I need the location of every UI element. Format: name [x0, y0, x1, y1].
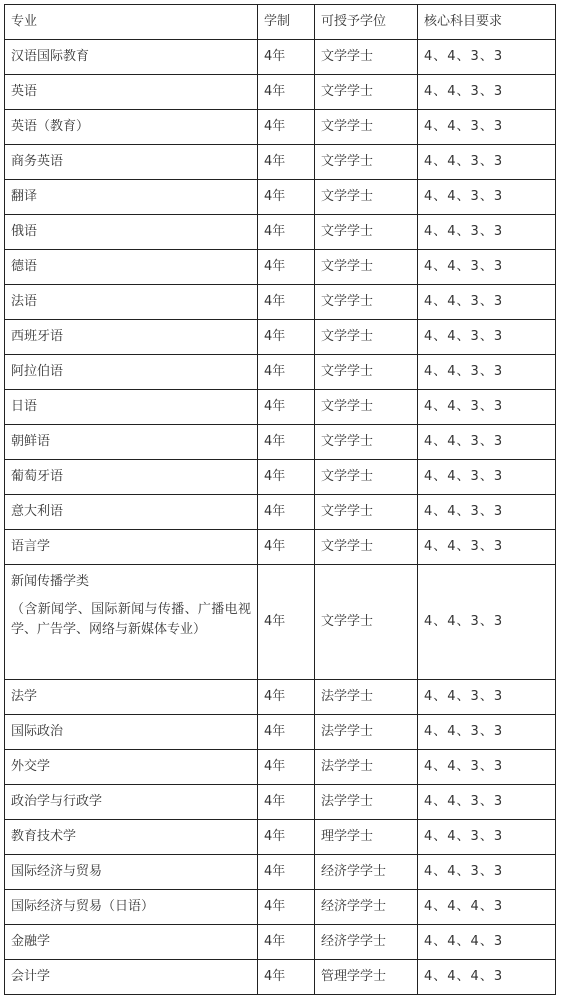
requirement-cell: 4、4、3、3 — [418, 285, 556, 320]
requirement-cell: 4、4、3、3 — [418, 565, 556, 680]
requirement-cell: 4、4、3、3 — [418, 460, 556, 495]
major-name: 新闻传播学类 — [11, 574, 90, 589]
requirement-cell: 4、4、3、3 — [418, 750, 556, 785]
duration-cell: 4年 — [258, 785, 315, 820]
duration-cell: 4年 — [258, 680, 315, 715]
requirement-cell: 4、4、3、3 — [418, 320, 556, 355]
major-name: 意大利语 — [11, 504, 64, 519]
duration-cell: 4年 — [258, 750, 315, 785]
requirement-cell: 4、4、3、3 — [418, 495, 556, 530]
header-requirement: 核心科目要求 — [418, 5, 556, 40]
major-cell — [5, 750, 258, 785]
duration-cell: 4年 — [258, 855, 315, 890]
table-row — [5, 565, 556, 680]
duration-cell: 4年 — [258, 390, 315, 425]
degree-cell: 经济学学士 — [315, 925, 418, 960]
major-name: 语言学 — [11, 539, 51, 554]
requirement-cell: 4、4、3、3 — [418, 180, 556, 215]
major-name: 阿拉伯语 — [11, 364, 64, 379]
requirement-cell: 4、4、4、3 — [418, 960, 556, 995]
major-name: 教育技术学 — [11, 829, 77, 844]
degree-cell: 文学学士 — [315, 495, 418, 530]
duration-cell: 4年 — [258, 495, 315, 530]
table-row — [5, 355, 556, 390]
degree-cell: 文学学士 — [315, 110, 418, 145]
degree-cell: 理学学士 — [315, 820, 418, 855]
table-row — [5, 75, 556, 110]
table-row — [5, 890, 556, 925]
duration-cell: 4年 — [258, 180, 315, 215]
requirement-cell: 4、4、3、3 — [418, 250, 556, 285]
major-name: 金融学 — [11, 934, 51, 949]
degree-cell: 法学学士 — [315, 680, 418, 715]
table-row — [5, 855, 556, 890]
major-cell — [5, 75, 258, 110]
major-name: 朝鲜语 — [11, 434, 51, 449]
duration-cell: 4年 — [258, 530, 315, 565]
header-major: 专业 — [5, 5, 258, 40]
table-row — [5, 680, 556, 715]
major-note: （含新闻学、国际新闻与传播、广播电视学、广告学、网络与新媒体专业） — [11, 602, 251, 637]
major-cell — [5, 495, 258, 530]
major-cell — [5, 820, 258, 855]
duration-cell: 4年 — [258, 40, 315, 75]
table-row — [5, 250, 556, 285]
table-row — [5, 390, 556, 425]
duration-cell: 4年 — [258, 960, 315, 995]
table-row — [5, 320, 556, 355]
major-cell — [5, 355, 258, 390]
major-name: 政治学与行政学 — [11, 794, 103, 809]
table-row — [5, 180, 556, 215]
degree-cell: 文学学士 — [315, 355, 418, 390]
requirement-cell: 4、4、3、3 — [418, 215, 556, 250]
table-row — [5, 530, 556, 565]
requirement-cell: 4、4、3、3 — [418, 855, 556, 890]
major-name: 葡萄牙语 — [11, 469, 64, 484]
duration-cell: 4年 — [258, 925, 315, 960]
major-name: 外交学 — [11, 759, 51, 774]
requirement-cell: 4、4、4、3 — [418, 890, 556, 925]
table-row — [5, 820, 556, 855]
duration-cell: 4年 — [258, 890, 315, 925]
requirement-cell: 4、4、4、3 — [418, 925, 556, 960]
major-cell — [5, 925, 258, 960]
degree-cell: 法学学士 — [315, 715, 418, 750]
header-row — [5, 5, 556, 40]
major-name: 英语（教育） — [11, 119, 90, 134]
degree-cell: 文学学士 — [315, 565, 418, 680]
degree-cell: 文学学士 — [315, 320, 418, 355]
major-name: 汉语国际教育 — [11, 49, 90, 64]
degree-cell: 文学学士 — [315, 460, 418, 495]
major-cell — [5, 530, 258, 565]
majors-table-container — [4, 4, 556, 995]
table-row — [5, 40, 556, 75]
table-row — [5, 750, 556, 785]
requirement-cell: 4、4、3、3 — [418, 530, 556, 565]
major-cell — [5, 425, 258, 460]
table-row — [5, 785, 556, 820]
duration-cell: 4年 — [258, 145, 315, 180]
degree-cell: 文学学士 — [315, 145, 418, 180]
major-cell — [5, 145, 258, 180]
table-row — [5, 495, 556, 530]
requirement-cell: 4、4、3、3 — [418, 715, 556, 750]
table-row — [5, 145, 556, 180]
major-name: 法语 — [11, 294, 38, 309]
major-name: 国际政治 — [11, 724, 64, 739]
table-row — [5, 425, 556, 460]
degree-cell: 文学学士 — [315, 215, 418, 250]
major-name: 国际经济与贸易（日语） — [11, 899, 155, 914]
major-cell — [5, 40, 258, 75]
major-name: 德语 — [11, 259, 38, 274]
duration-cell: 4年 — [258, 820, 315, 855]
major-cell — [5, 565, 258, 680]
major-name: 俄语 — [11, 224, 38, 239]
requirement-cell: 4、4、3、3 — [418, 425, 556, 460]
major-name: 翻译 — [11, 189, 38, 204]
degree-cell: 文学学士 — [315, 180, 418, 215]
duration-cell: 4年 — [258, 110, 315, 145]
major-cell — [5, 960, 258, 995]
major-name: 英语 — [11, 84, 38, 99]
major-cell — [5, 110, 258, 145]
degree-cell: 法学学士 — [315, 785, 418, 820]
major-name: 商务英语 — [11, 154, 64, 169]
duration-cell: 4年 — [258, 320, 315, 355]
table-row — [5, 110, 556, 145]
major-name: 法学 — [11, 689, 38, 704]
major-cell — [5, 215, 258, 250]
requirement-cell: 4、4、3、3 — [418, 75, 556, 110]
major-cell — [5, 855, 258, 890]
majors-table — [4, 4, 556, 995]
degree-cell: 文学学士 — [315, 250, 418, 285]
requirement-cell: 4、4、3、3 — [418, 40, 556, 75]
requirement-cell: 4、4、3、3 — [418, 110, 556, 145]
degree-cell: 文学学士 — [315, 390, 418, 425]
degree-cell: 文学学士 — [315, 285, 418, 320]
duration-cell: 4年 — [258, 75, 315, 110]
major-cell — [5, 180, 258, 215]
major-cell — [5, 390, 258, 425]
major-cell — [5, 890, 258, 925]
degree-cell: 文学学士 — [315, 75, 418, 110]
duration-cell: 4年 — [258, 355, 315, 390]
major-cell — [5, 320, 258, 355]
major-cell — [5, 250, 258, 285]
major-cell — [5, 460, 258, 495]
table-row — [5, 215, 556, 250]
major-cell — [5, 285, 258, 320]
duration-cell: 4年 — [258, 715, 315, 750]
duration-cell: 4年 — [258, 425, 315, 460]
requirement-cell: 4、4、3、3 — [418, 145, 556, 180]
major-name: 会计学 — [11, 969, 51, 984]
requirement-cell: 4、4、3、3 — [418, 820, 556, 855]
duration-cell: 4年 — [258, 285, 315, 320]
table-row — [5, 285, 556, 320]
table-row — [5, 960, 556, 995]
duration-cell: 4年 — [258, 565, 315, 680]
degree-cell: 经济学学士 — [315, 855, 418, 890]
degree-cell: 管理学学士 — [315, 960, 418, 995]
major-cell — [5, 785, 258, 820]
requirement-cell: 4、4、3、3 — [418, 390, 556, 425]
requirement-cell: 4、4、3、3 — [418, 785, 556, 820]
major-cell — [5, 715, 258, 750]
requirement-cell: 4、4、3、3 — [418, 680, 556, 715]
duration-cell: 4年 — [258, 250, 315, 285]
degree-cell: 文学学士 — [315, 40, 418, 75]
major-name: 国际经济与贸易 — [11, 864, 103, 879]
major-cell — [5, 680, 258, 715]
table-row — [5, 925, 556, 960]
major-name: 日语 — [11, 399, 38, 414]
duration-cell: 4年 — [258, 215, 315, 250]
header-duration: 学制 — [258, 5, 315, 40]
degree-cell: 经济学学士 — [315, 890, 418, 925]
degree-cell: 文学学士 — [315, 530, 418, 565]
major-name: 西班牙语 — [11, 329, 64, 344]
table-row — [5, 715, 556, 750]
degree-cell: 法学学士 — [315, 750, 418, 785]
header-degree: 可授予学位 — [315, 5, 418, 40]
requirement-cell: 4、4、3、3 — [418, 355, 556, 390]
degree-cell: 文学学士 — [315, 425, 418, 460]
table-row — [5, 460, 556, 495]
duration-cell: 4年 — [258, 460, 315, 495]
